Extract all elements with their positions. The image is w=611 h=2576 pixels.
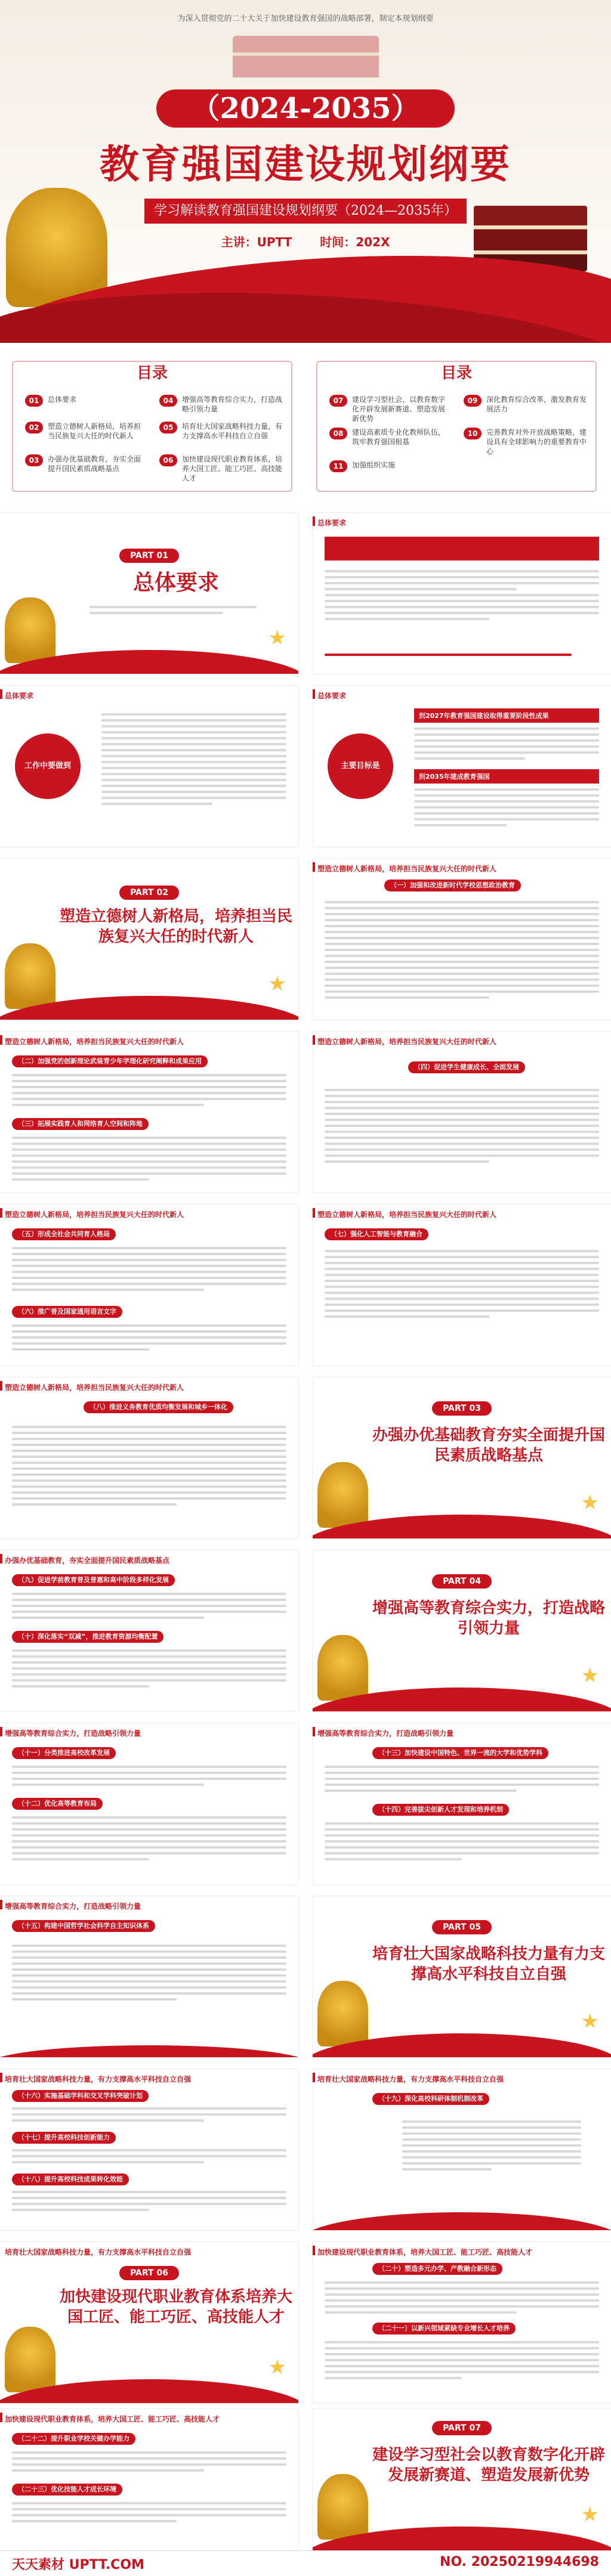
- text-block: [12, 1941, 286, 2004]
- watermark-left: 天天素材 UPTT.COM: [12, 2558, 144, 2572]
- text-block: [325, 2278, 599, 2317]
- part-badge: PART 02: [119, 886, 179, 900]
- toc-item[interactable]: 05 培育壮大国家战略科技力量，有力支撑高水平科技自立自强: [159, 422, 285, 441]
- text-block: [12, 1762, 286, 1789]
- cover-speaker: 主讲：UPTT: [221, 235, 292, 249]
- golden-lion-image: [5, 597, 55, 663]
- slide-header: 加快建设现代职业教育体系，培养大国工匠、能工巧匠、高技能人才: [5, 2415, 220, 2423]
- slide-header: 培育壮大国家战略科技力量，有力支撑高水平科技自立自强: [317, 2075, 504, 2083]
- slide-header: 塑造立德树人新格局，培养担当民族复兴大任的时代新人: [5, 1383, 184, 1392]
- text-block: [12, 2187, 286, 2215]
- slide-header: 总体要求: [317, 692, 347, 700]
- goal-box: 到2035年建成教育强国: [414, 769, 599, 784]
- slide-header: 总体要求: [317, 519, 347, 527]
- part-title: 总体要求: [132, 570, 219, 595]
- section-pill: （十六）实施基础学科和交叉学科突破计划: [12, 2090, 149, 2102]
- section-pill: （十五）构建中国哲学社会科学自主知识体系: [12, 1920, 155, 1932]
- text-block: [12, 2448, 286, 2475]
- slide-content: [0, 686, 298, 847]
- text-block: [325, 566, 599, 624]
- text-block: [402, 2117, 581, 2174]
- circle-label: 工作中要做到: [15, 733, 81, 799]
- slide-header: 增强高等教育综合实力，打造战略引领力量: [5, 1729, 141, 1738]
- part-badge: PART 07: [432, 2421, 492, 2435]
- section-pill: （十四）完善拔尖创新人才发现和培养机制: [372, 1804, 509, 1816]
- text-block: [12, 2104, 286, 2125]
- toc-item[interactable]: 08 建设高素质专业化教师队伍，筑牢教育强国根基: [329, 428, 449, 447]
- golden-lion-image: [5, 2327, 55, 2392]
- slide-part-02: [0, 859, 298, 1020]
- cover-title: 教育强国建设规划纲要: [100, 141, 511, 187]
- part-badge: PART 04: [432, 1574, 492, 1589]
- toc-item[interactable]: 06 加快建设现代职业教育体系，培养大国工匠、能工巧匠、高技能人才: [159, 454, 285, 483]
- slide-content: [313, 2242, 611, 2403]
- slide-content: [313, 686, 611, 847]
- toc-item[interactable]: 04 增强高等教育综合实力，打造战略引领力量: [159, 395, 285, 414]
- slide-content: [313, 2069, 611, 2230]
- watermark-right: NO. 20250219944698: [440, 2555, 599, 2569]
- toc-item[interactable]: 10 完善教育对外开放战略策略，建设具有全球影响力的重要教育中心: [464, 428, 589, 456]
- red-ribbon-wave: [0, 2045, 298, 2057]
- toc-heading: 目录: [440, 364, 473, 382]
- toc-item[interactable]: 02 塑造立德树人新格局，培养担当民族复兴大任的时代新人: [25, 422, 144, 441]
- slide-part-07: [313, 2409, 611, 2550]
- toc-item[interactable]: 03 办强办优基础教育，夯实全面提升国民素质战略基点: [25, 454, 144, 473]
- golden-lion-image: [317, 1981, 368, 2046]
- text-block: [12, 1243, 286, 1295]
- star-icon: ★: [268, 2355, 286, 2379]
- cover-subtitle: 学习解读教育强国建设规划纲要（2024—2035年）: [144, 199, 467, 224]
- section-pill: （二十）塑造多元办学、产教融合新形态: [372, 2263, 502, 2275]
- cover-topline: 为深入贯彻党的二十大关于加快建设教育强国的战略部署，制定本规划纲要: [177, 14, 434, 23]
- section-pill: （十七）提升高校科技创新能力: [12, 2132, 116, 2144]
- star-icon: ★: [581, 1664, 599, 1688]
- golden-lion-image: [5, 943, 55, 1009]
- text-block: [12, 1133, 286, 1184]
- section-pill: （三）拓展实践育人和网络育人空间和阵地: [12, 1118, 149, 1130]
- star-icon: ★: [268, 626, 286, 650]
- cover-year-badge: （2024-2035）: [156, 89, 455, 128]
- text-block: [12, 1813, 286, 1864]
- section-pill: （十一）分类推进高校改革发展: [12, 1747, 116, 1759]
- section-pill: （十九）深化高校科研体制机制改革: [372, 2093, 489, 2105]
- star-icon: ★: [581, 1491, 599, 1515]
- golden-lion-image: [317, 1635, 368, 1701]
- text-block: [325, 1819, 599, 1864]
- section-pill: （十）深化落实“双减”，推进教育资源均衡配置: [12, 1631, 163, 1643]
- part-title: 建设学习型社会以教育数字化开辟发展新赛道、塑造发展新优势: [372, 2446, 606, 2484]
- part-badge: PART 06: [119, 2266, 179, 2280]
- text-block: [12, 1321, 286, 1354]
- slide-part-03: [313, 1377, 611, 1538]
- cover-slide: [0, 0, 611, 343]
- golden-lion-image: [317, 1462, 368, 1528]
- watermark-footer: [0, 2550, 611, 2576]
- highlight-box: [325, 537, 599, 561]
- tiananmen-gate-image: [233, 36, 379, 78]
- slide-header: 总体要求: [5, 692, 34, 700]
- text-block: [12, 1646, 286, 1691]
- part-badge: PART 05: [432, 1920, 492, 1934]
- slide-content: [313, 1205, 611, 1366]
- slide-part-05: [313, 1896, 611, 2057]
- slide-header: 办强办优基础教育，夯实全面提升国民素质战略基点: [5, 1556, 170, 1565]
- toc-item[interactable]: 07 建设学习型社会，以教育数字化开辟发展新赛道、塑造发展新优势: [329, 395, 449, 423]
- text-block: [414, 785, 599, 830]
- section-pill: （十三）加快建设中国特色、世界一流的大学和优势学科: [372, 1747, 548, 1759]
- slide-content: [313, 859, 611, 1020]
- text-block: [325, 1085, 599, 1166]
- text-block: [12, 1422, 286, 1509]
- text-block: [325, 650, 599, 660]
- slide-header: 塑造立德树人新格局，培养担当民族复兴大任的时代新人: [317, 1038, 497, 1046]
- text-block: [12, 1589, 286, 1623]
- part-title: 增强高等教育综合实力，打造战略引领力量: [372, 1599, 606, 1637]
- section-pill: （九）促进学前教育普及普惠和高中阶段多样化发展: [12, 1574, 175, 1586]
- part-title: 办强办优基础教育夯实全面提升国民素质战略基点: [372, 1426, 606, 1465]
- slide-content: [0, 1377, 298, 1538]
- toc-item[interactable]: 09 深化教育综合改革，激发教育发展活力: [464, 395, 589, 414]
- text-block: [414, 724, 599, 763]
- slide-content: [0, 1032, 298, 1193]
- star-icon: ★: [268, 972, 286, 996]
- slide-part-01: [0, 513, 298, 674]
- red-ribbon-wave: [313, 2212, 611, 2230]
- slide-content: [0, 2409, 298, 2550]
- section-pill: （四）促进学生健康成长、全面发展: [408, 1061, 525, 1073]
- section-pill: （二十一）以新兴领域紧缺专业增长人才培养: [372, 2323, 516, 2334]
- section-pill: （二）加强党的创新理论武装青少年学理化研究阐释和成果应用: [12, 1055, 208, 1067]
- section-pill: （六）推广普及国家通用语言文字: [12, 1306, 122, 1318]
- slide-content: [0, 1205, 298, 1366]
- text-block: [90, 602, 257, 618]
- toc-left-panel: [12, 361, 292, 492]
- text-block: [12, 2145, 286, 2167]
- section-pill: （五）形成全社会共同育人格局: [12, 1228, 116, 1240]
- slide-header: 培育壮大国家战略科技力量，有力支撑高水平科技自立自强: [5, 2248, 192, 2256]
- slide-content: [0, 1550, 298, 1711]
- slide-part-06: [0, 2242, 298, 2403]
- section-pill: （十二）优化高等教育布局: [12, 1798, 103, 1810]
- text-block: [325, 2337, 599, 2383]
- slide-header: 培育壮大国家战略科技力量，有力支撑高水平科技自立自强: [5, 2075, 192, 2083]
- section-pill: （二十三）优化技能人才成长环境: [12, 2484, 122, 2496]
- cover-date: 时间：202X: [320, 235, 390, 249]
- text-block: [325, 1762, 599, 1795]
- slide-header: 塑造立德树人新格局，培养担当民族复兴大任的时代新人: [317, 1210, 497, 1219]
- section-pill: （八）推进义务教育优质均衡发展和城乡一体化: [84, 1401, 233, 1413]
- slide-content: [0, 1723, 298, 1884]
- golden-lion-image: [6, 188, 107, 307]
- part-badge: PART 03: [432, 1401, 492, 1416]
- slide-content: [313, 1032, 611, 1193]
- slide-header: 塑造立德树人新格局，培养担当民族复兴大任的时代新人: [5, 1038, 184, 1046]
- slide-content: [313, 513, 611, 674]
- star-icon: ★: [581, 2503, 599, 2527]
- section-pill: （二十二）提升职业学校关键办学能力: [12, 2433, 135, 2445]
- toc-item[interactable]: 01 总体要求: [25, 395, 144, 407]
- toc-item[interactable]: 11 加强组织实施: [329, 460, 449, 472]
- slide-header: 增强高等教育综合实力，打造战略引领力量: [317, 1729, 454, 1738]
- part-title: 培育壮大国家战略科技力量有力支撑高水平科技自立自强: [372, 1945, 606, 1983]
- text-block: [12, 2498, 286, 2526]
- golden-lion-image: [317, 2474, 368, 2540]
- goal-box: 到2027年教育强国建设取得重要阶段性成果: [414, 708, 599, 723]
- section-pill: （七）强化人工智能与教育融合: [325, 1228, 428, 1240]
- section-pill: （十八）提升高校科技成果转化效能: [12, 2174, 129, 2185]
- section-pill: （一）加强和改进新时代学校思想政治教育: [384, 880, 521, 891]
- slide-header: 增强高等教育综合实力，打造战略引领力量: [5, 1902, 141, 1911]
- slide-header: 加快建设现代职业教育体系，培养大国工匠、能工巧匠、高技能人才: [317, 2248, 533, 2256]
- toc-heading: 目录: [136, 364, 168, 382]
- slide-content: [0, 2069, 298, 2230]
- slide-header: 塑造立德树人新格局，培养担当民族复兴大任的时代新人: [317, 865, 497, 873]
- text-block: [325, 1246, 599, 1321]
- toc-right-panel: [316, 361, 597, 492]
- slide-part-04: [313, 1550, 611, 1711]
- text-block: [12, 1070, 286, 1110]
- slide-content: [313, 1723, 611, 1884]
- slide-header: 塑造立德树人新格局，培养担当民族复兴大任的时代新人: [5, 1210, 184, 1219]
- part-title: 加快建设现代职业教育体系培养大国工匠、能工巧匠、高技能人才: [60, 2288, 293, 2326]
- part-badge: PART 01: [119, 549, 179, 563]
- star-icon: ★: [581, 2010, 599, 2033]
- toc-section: [0, 349, 611, 501]
- text-block: [325, 897, 599, 1002]
- text-block: [101, 710, 286, 809]
- part-title: 塑造立德树人新格局，培养担当民族复兴大任的时代新人: [60, 908, 293, 946]
- circle-label: 主要目标是: [328, 733, 393, 799]
- slide-content: [0, 1896, 298, 2057]
